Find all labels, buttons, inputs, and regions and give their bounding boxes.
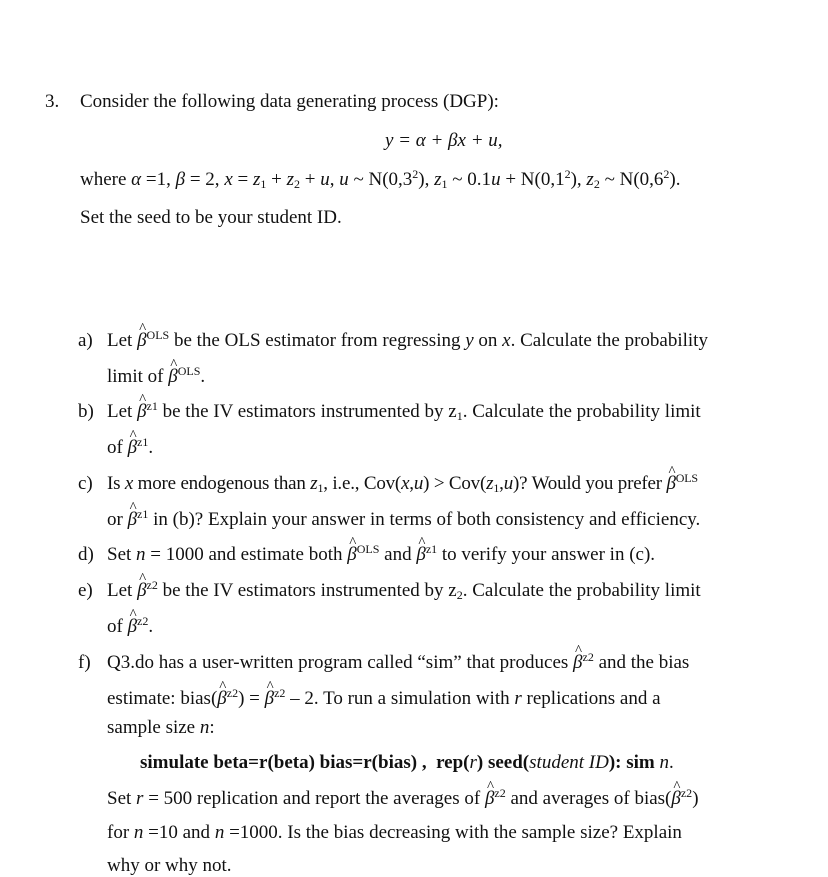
part-a-text-line2: limit of ^ $\beta^{OLS}$.: [107, 366, 205, 388]
part-d-label: d): [78, 544, 94, 565]
question-number: 3.: [45, 91, 60, 112]
part-e-text-line2: of ^ $\beta^{z2}$.: [107, 616, 153, 638]
dgp-equation: y = α + βx + u,: [385, 130, 503, 151]
part-c-text-line1: Is x more endogenous than $z_1$, i.e., $Cov(x,u) > Cov(z_1,u)$? Would you prefer ^ $\beta^{OLS}$: [107, 473, 698, 495]
part-f-text-line5: for n =10 and n =1000. Is the bias decreasing with the sample size? Explain: [107, 822, 682, 843]
part-c-label: c): [78, 473, 93, 494]
part-f-text-line1: Q3.do has a user-written program called “sim” that produces ^ $\beta^{z2}$ and the bias: [107, 652, 689, 674]
part-c-text-line2: or ^ $\beta^{z1}$ in (b)? Explain your answer in terms of both consistency and efficiency.: [107, 509, 700, 531]
part-f-text-line2: estimate: bias(^ $\beta^{z2}$) = ^ $\beta^{z2} - 2$. To run a simulation with r replications and a: [107, 688, 661, 710]
part-f-label: f): [78, 652, 91, 673]
part-b-label: b): [78, 401, 94, 422]
seed-note: Set the seed to be your student ID.: [80, 207, 342, 228]
part-a-label: a): [78, 330, 93, 351]
part-b-text-line2: of ^ $\beta^{z1}$.: [107, 437, 153, 459]
part-f-text-line3: sample size n:: [107, 717, 215, 738]
part-b-text-line1: Let ^ $\beta^{z1}$ be the IV estimators instrumented by $z_1$. Calculate the probability limit: [107, 401, 701, 423]
part-e-label: e): [78, 580, 93, 601]
part-a-text-line1: Let ^ $\beta^{OLS}$ be the OLS estimator from regressing y on x. Calculate the probability: [107, 330, 708, 352]
dgp-parameters: where α =1, β = 2, $x = z_1 + z_2 + u$, u ~ $N(0,3^2)$, $z_1$ ~ $0.1u + N(0,1^2)$, $z_2$ ~ $N(0,6^2)$.: [80, 167, 681, 191]
part-f-text-line4: Set r = 500 replication and report the averages of ^ $\beta^{z2}$ and averages of bias(^ $\beta^{z2}$): [107, 788, 699, 810]
part-f-text-line6: why or why not.: [107, 855, 232, 876]
question-intro: Consider the following data generating process (DGP):: [80, 91, 499, 112]
part-e-text-line1: Let ^ $\beta^{z2}$ be the IV estimators instrumented by $z_2$. Calculate the probability limit: [107, 580, 701, 602]
stata-command: simulate beta=r(beta) bias=r(bias) , rep(r) seed(student ID): sim n.: [140, 752, 674, 773]
part-d-text: Set n = 1000 and estimate both ^ $\beta^{OLS}$ and ^ $\beta^{z1}$ to verify your answer in (c).: [107, 544, 655, 566]
